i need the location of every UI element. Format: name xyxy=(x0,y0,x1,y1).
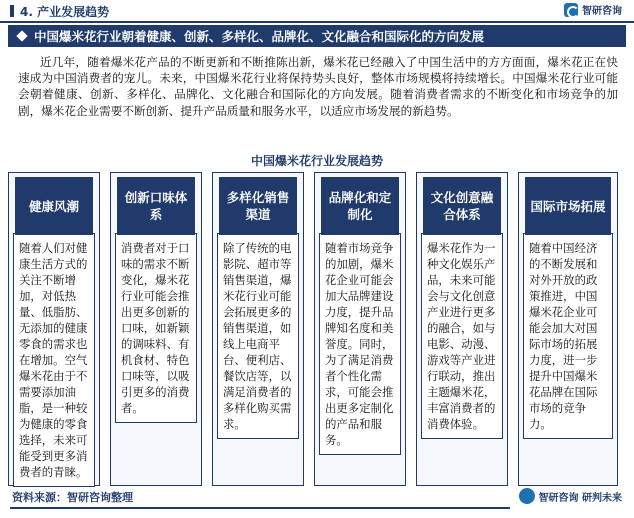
trend-column-international xyxy=(518,172,618,486)
diagram-title: 中国爆米花行业发展趋势 xyxy=(250,154,383,168)
section-marker xyxy=(10,5,14,17)
trend-text: 随着中国经济的不断发展和对外开放的政策推进，中国爆米花企业可能会加大对国际市场的拓展力度，进一步提升中国爆米花品牌在国际市场的竞争力。 xyxy=(523,233,613,439)
trend-title: 文化创意融合体系 xyxy=(423,177,501,235)
brand-logo-icon xyxy=(564,3,578,17)
trend-title: 国际市场拓展 xyxy=(525,177,611,235)
top-bar xyxy=(0,0,634,22)
trend-title: 品牌化和定制化 xyxy=(321,177,399,235)
banner xyxy=(8,25,626,47)
trend-text: 随着市场竞争的加剧，爆米花企业可能会加大品牌建设力度，提升品牌知名度和美誉度。同时，为了满足消费者个性化需求，可能会推出更多定制化的产品和服务。 xyxy=(319,233,401,455)
data-source: 资料来源：智研咨询整理 xyxy=(12,491,133,504)
trend-column-flavor xyxy=(110,172,202,486)
footer-rule xyxy=(10,507,510,509)
footer-brand xyxy=(519,488,622,504)
header-rule xyxy=(0,21,634,23)
section-title xyxy=(10,3,109,20)
trend-text: 爆米花作为一种文化娱乐产品，未来可能会与文化创意产业进行更多的融合，如与电影、动漫、游戏等产业进行联动，推出主题爆米花，丰富消费者的消费体验。 xyxy=(421,233,503,439)
trend-column-culture xyxy=(416,172,508,486)
section-title-text: 4. 产业发展趋势 xyxy=(20,5,110,19)
diamond-icon xyxy=(16,30,27,41)
trend-column-channels xyxy=(212,172,304,486)
footer xyxy=(0,486,634,518)
brand-logo xyxy=(564,2,622,17)
trend-title: 创新口味体系 xyxy=(117,177,195,235)
trend-column-branding xyxy=(314,172,406,486)
intro-paragraph: 近几年，随着爆米花产品的不断更新和不断推陈出新，爆米花已经融入了中国生活中的方方面面，爆米花正在快速成为中国消费者的宠儿。未来，中国爆米花行业将保持势头良好，整体市场规模将持续增长。中国爆米花行业可能会朝着健康、创新、多样化、品牌化、文化融合和国际化的方向发展。随着消费者需求的不断变化和市场竞争的加剧，爆米花企业需要不断创新、提升产品质量和服务水平，以适应市场发展的新趋势。 xyxy=(18,55,618,118)
trend-text: 随着人们对健康生活方式的关注不断增加，对低热量、低脂肪、无添加的健康零食的需求也在增加。空气爆米花由于不需要添加油脂，是一种较为健康的零食选择，未来可能受到更多消费者的青睐。 xyxy=(13,233,95,487)
trend-title: 多样化销售渠道 xyxy=(219,177,297,235)
brand-name: 智研咨询 xyxy=(582,6,622,17)
trend-column-health xyxy=(8,172,100,486)
footer-logo-icon xyxy=(519,488,535,504)
trend-text: 消费者对于口味的需求不断变化，爆米花行业可能会推出更多创新的口味，如新颖的调味料、有机食材、特色口味等，以吸引更多的消费者。 xyxy=(115,233,197,423)
footer-brand-text: 智研咨询 研判未来 xyxy=(538,492,622,504)
trend-title: 健康风潮 xyxy=(15,177,93,235)
trend-text: 除了传统的电影院、超市等销售渠道，爆米花行业可能会拓展更多的销售渠道，如线上电商平台、便利店、餐饮店等，以满足消费者的多样化购买需求。 xyxy=(217,233,299,439)
banner-title: 中国爆米花行业朝着健康、创新、多样化、品牌化、文化融合和国际化的方向发展 xyxy=(34,29,485,44)
